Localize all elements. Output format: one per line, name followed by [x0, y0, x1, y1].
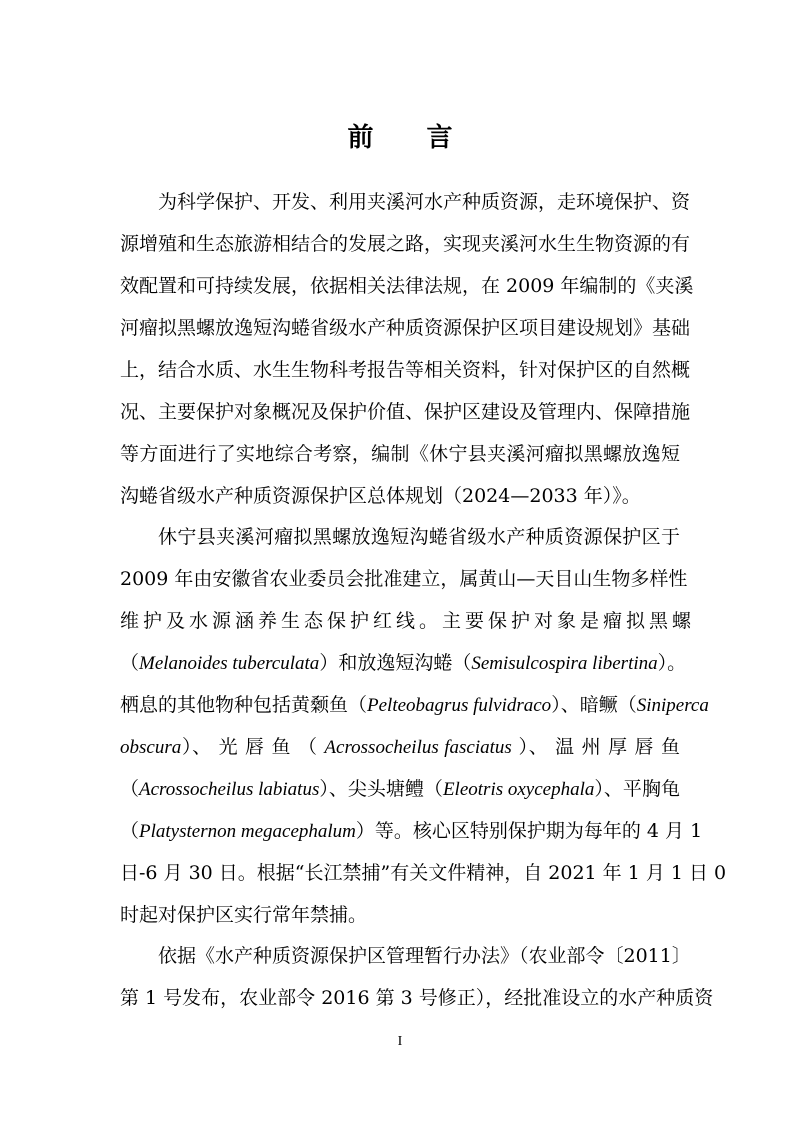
page-title: 前 言: [347, 123, 475, 153]
text-line: 况、主要保护对象概况及保护价值、保护区建设及管理内、保障措施: [120, 401, 691, 423]
text-line: 维护及水源涵养生态保护红线。主要保护对象是瘤拟黑螺: [120, 610, 696, 632]
text-fragment: ）和放逸短沟蜷（: [319, 652, 472, 674]
species-name: Melanoides tuberculata: [139, 653, 320, 674]
text-line: 上，结合水质、水生生物科考报告等相关资料，针对保护区的自然概: [120, 359, 691, 381]
text-line: [120, 816, 703, 847]
species-name: Platysternon megacephalum: [139, 821, 356, 842]
page-number: I: [397, 1034, 403, 1049]
text-line: 为科学保护、开发、利用夹溪河水产种质资源，走环境保护、资: [158, 191, 691, 213]
text-line: 时起对保护区实行常年禁捕。: [120, 904, 368, 926]
species-name: Acrossocheilus labiatus: [139, 779, 320, 800]
text-fragment: ）、 光 唇 鱼 （: [181, 736, 325, 758]
text-fragment: ）、 温 州 厚 唇 鱼: [511, 736, 680, 758]
text-fragment: ）等。核心区特别保护期为每年的 4 月 1: [355, 820, 703, 842]
text-fragment: ）、平胸龟: [594, 778, 680, 800]
species-name: Eleotris oxycephala: [442, 779, 595, 800]
text-line: [120, 648, 687, 679]
text-line: 依据《水产种质资源保护区管理暂行办法》（农业部令〔2011〕: [158, 945, 691, 967]
text-line: 休宁县夹溪河瘤拟黑螺放逸短沟蜷省级水产种质资源保护区于: [158, 526, 680, 548]
text-line: 日-6 月 30 日。根据“长江禁捕”有关文件精神，自 2021 年 1 月 1 日 0: [120, 862, 727, 884]
text-fragment: （: [120, 778, 140, 800]
species-name: Siniperca: [636, 695, 709, 716]
species-name: obscura: [120, 737, 182, 758]
species-name: Pelteobagrus fulvidraco: [367, 695, 552, 716]
text-line: 等方面进行了实地综合考察，编制《休宁县夹溪河瘤拟黑螺放逸短: [120, 443, 680, 465]
text-line: 河瘤拟黑螺放逸短沟蜷省级水产种质资源保护区项目建设规划》基础: [120, 317, 691, 339]
text-fragment: ）、暗鳜（: [551, 694, 637, 716]
species-name: Acrossocheilus fasciatus: [324, 737, 512, 758]
text-line: [120, 690, 709, 721]
text-line: 第 1 号发布，农业部令 2016 第 3 号修正），经批准设立的水产种质资: [120, 987, 714, 1009]
text-line: [120, 774, 680, 805]
species-name: Semisulcospira libertina: [471, 653, 658, 674]
text-fragment: ）、尖头塘鳢（: [319, 778, 443, 800]
text-line: [120, 732, 680, 763]
text-line: 效配置和可持续发展，依据相关法律法规，在 2009 年编制的《夹溪: [120, 275, 694, 297]
text-fragment: 栖息的其他物种包括黄颡鱼（: [120, 694, 368, 716]
text-fragment: （: [120, 652, 140, 674]
text-fragment: （: [120, 820, 140, 842]
text-line: 源增殖和生态旅游相结合的发展之路，实现夹溪河水生生物资源的有: [120, 233, 691, 255]
text-line: 2009 年由安徽省农业委员会批准建立，属黄山—天目山生物多样性: [120, 568, 688, 590]
text-fragment: ）。: [657, 652, 687, 674]
text-line: 沟蜷省级水产种质资源保护区总体规划（2024—2033 年）》。: [120, 485, 641, 507]
